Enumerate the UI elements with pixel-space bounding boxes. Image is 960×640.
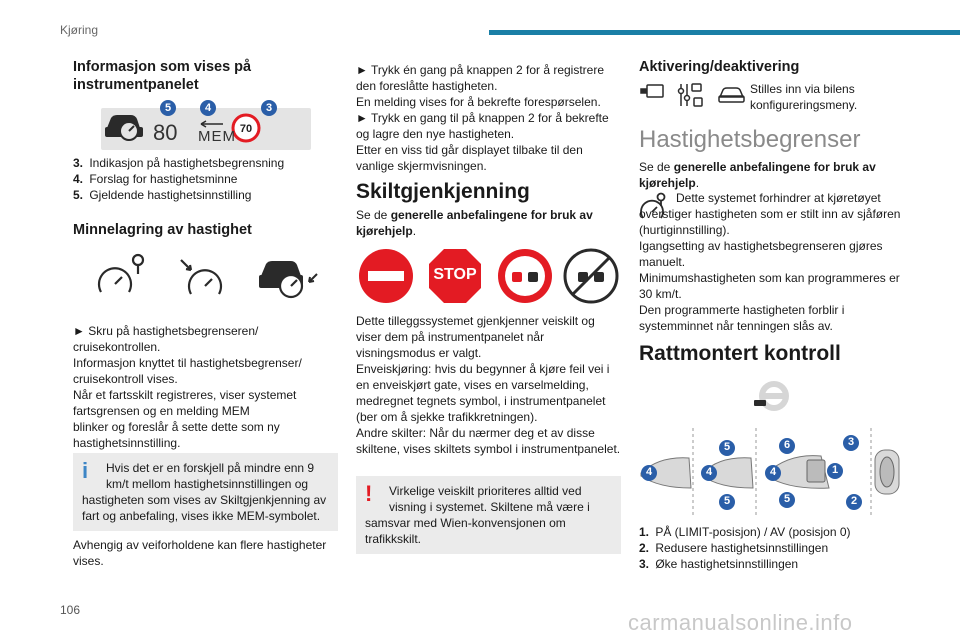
wheel-callout-4: 4 — [705, 466, 713, 478]
legend-item: 5. Gjeldende hastighetsinnstilling — [73, 188, 252, 202]
after-note-text: Avhengig av veiforholdene kan flere hastigheter vises. — [73, 538, 327, 568]
info-heading: Informasjon som vises på instrumentpanelet — [73, 59, 252, 93]
limiter-body: Igangsetting av hastighetsbegrenseren gjøres manuelt. Minimumshastigheten som kan programmeres er 30 km/t. Den programmerte hastigheten forblir i systemminnet når tenningen slås av. — [639, 239, 900, 333]
wheel-legend — [639, 524, 901, 572]
speedometer-pin-icon — [99, 255, 143, 292]
limiter-heading: Hastighetsbegrenser — [639, 126, 861, 153]
callout-3: 3 — [265, 102, 273, 114]
legend-item: 2. Redusere hastighetsinnstillingen — [639, 541, 829, 555]
display-mem: MEM — [198, 128, 236, 145]
wheel-callout-5: 5 — [723, 441, 731, 453]
mem-heading: Minnelagring av hastighet — [73, 222, 252, 238]
wheel-callout-4: 4 — [769, 466, 777, 478]
wheel-callout-2: 2 — [850, 495, 858, 507]
wheel-callout-3: 3 — [847, 436, 855, 448]
page-number: 106 — [60, 603, 81, 617]
watermark: carmanualsonline.info — [628, 610, 853, 635]
stalk-illustrations — [639, 428, 904, 518]
legend-item: 1. PÅ (LIMIT-posisjon) / AV (posisjon 0) — [639, 525, 851, 539]
wheel-heading: Rattmontert kontroll — [639, 342, 841, 365]
steering-wheel-icon — [752, 378, 792, 416]
warning-note: ! Virkelige veiskilt prioriteres alltid ved visning i systemet. Skiltene må være i samsvar med Wien-konvensjonen om trafikkskilt. — [356, 476, 621, 554]
activation-text: Stilles inn via bilens konfigureringsmeny. — [750, 82, 858, 112]
activation-heading: Aktivering/deaktivering — [639, 59, 800, 75]
speedometer-press-icon — [181, 260, 221, 294]
info-icon: i — [82, 458, 89, 483]
traffic-signs — [358, 248, 620, 304]
warning-icon: ! — [365, 481, 373, 506]
limiter-icon-text: Dette systemet forhindrer at kjøretøyet overstiger hastigheten som er stilt inn av sjåføren (hurtiginnstilling). — [639, 191, 901, 237]
stop-sign-text: STOP — [433, 266, 477, 283]
car-outline-icon — [719, 88, 744, 102]
no-entry-sign-icon — [359, 249, 413, 303]
legend-item: 3. Øke hastighetsinnstillingen — [639, 557, 799, 571]
display-limit: 70 — [239, 123, 253, 135]
legend-item: 4. Forslag for hastighetsminne — [73, 172, 238, 186]
memory-icons — [95, 252, 335, 302]
mem-body: ► Skru på hastighetsbegrenseren/ cruisekontrollen. Informasjon knyttet til hastighetsbegrenser/ cruisekontroll vises. Når et fartsskilt registreres, viser systemet fartsgrensen og en melding MEM blinker og foreslår å sette dette som ny hastighetsinnstilling. — [73, 324, 302, 450]
section-header: Kjøring — [60, 23, 99, 37]
legend-item: 3. Indikasjon på hastighetsbegrensning — [73, 156, 285, 170]
wheel-callout-4: 4 — [645, 466, 653, 478]
display-legend — [73, 155, 333, 203]
display-speed: 80 — [153, 120, 178, 145]
header-accent-bar — [489, 30, 960, 35]
sign-body: Dette tilleggssystemet gjenkjenner veiskilt og viser dem på instrumentpanelet når visningsmodus er valgt. Enveiskjøring: hvis du begynner å kjøre feil vei i en enveiskjørt gate, vises en varselmelding, medregnet tegnets symbol, i instrumentpanelet (ber om å sjekke trafikkretningen). Andre skilter: Når du nærmer deg et av disse skiltene, vises skiltets symbol i instrumentpanelet. — [356, 314, 621, 456]
limiter-reference: Se de generelle anbefalingene for bruk av kjørehjelp. — [639, 160, 876, 190]
wheel-callout-5: 5 — [723, 495, 731, 507]
wheel-callout-5: 5 — [783, 493, 791, 505]
mem-steps: ► Trykk én gang på knappen 2 for å registrere den foreslåtte hastigheten. En melding vises for å bekrefte forespørselen. ► Trykk en gang til på knappen 2 for å bekrefte og lagre den nye hastigheten. Etter en viss tid går displayet tilbake til den vanlige skjermvisningen. — [356, 63, 609, 173]
car-speed-icon — [259, 261, 317, 297]
sign-heading: Skiltgjenkjenning — [356, 180, 530, 203]
wheel-callout-1: 1 — [831, 464, 839, 476]
sign-reference: Se de generelle anbefalingene for bruk av kjørehjelp. — [356, 208, 593, 238]
menu-screen-icon — [641, 85, 663, 97]
callout-5: 5 — [164, 102, 172, 114]
info-note: i Hvis det er en forskjell på mindre enn 9 km/t mellom hastighetsinnstillingen og hastigheten som vises av Skiltgjenkjenning av fart og anbefaling, vises ikke MEM-symbolet. — [73, 453, 338, 531]
no-overtaking-sign-icon — [498, 249, 552, 303]
end-no-overtaking-sign-icon — [565, 250, 617, 302]
settings-sliders-icon — [679, 84, 703, 106]
activation-icons — [639, 82, 749, 108]
wheel-callout-6: 6 — [783, 439, 791, 451]
callout-4: 4 — [204, 102, 212, 114]
instrument-display — [101, 98, 311, 150]
